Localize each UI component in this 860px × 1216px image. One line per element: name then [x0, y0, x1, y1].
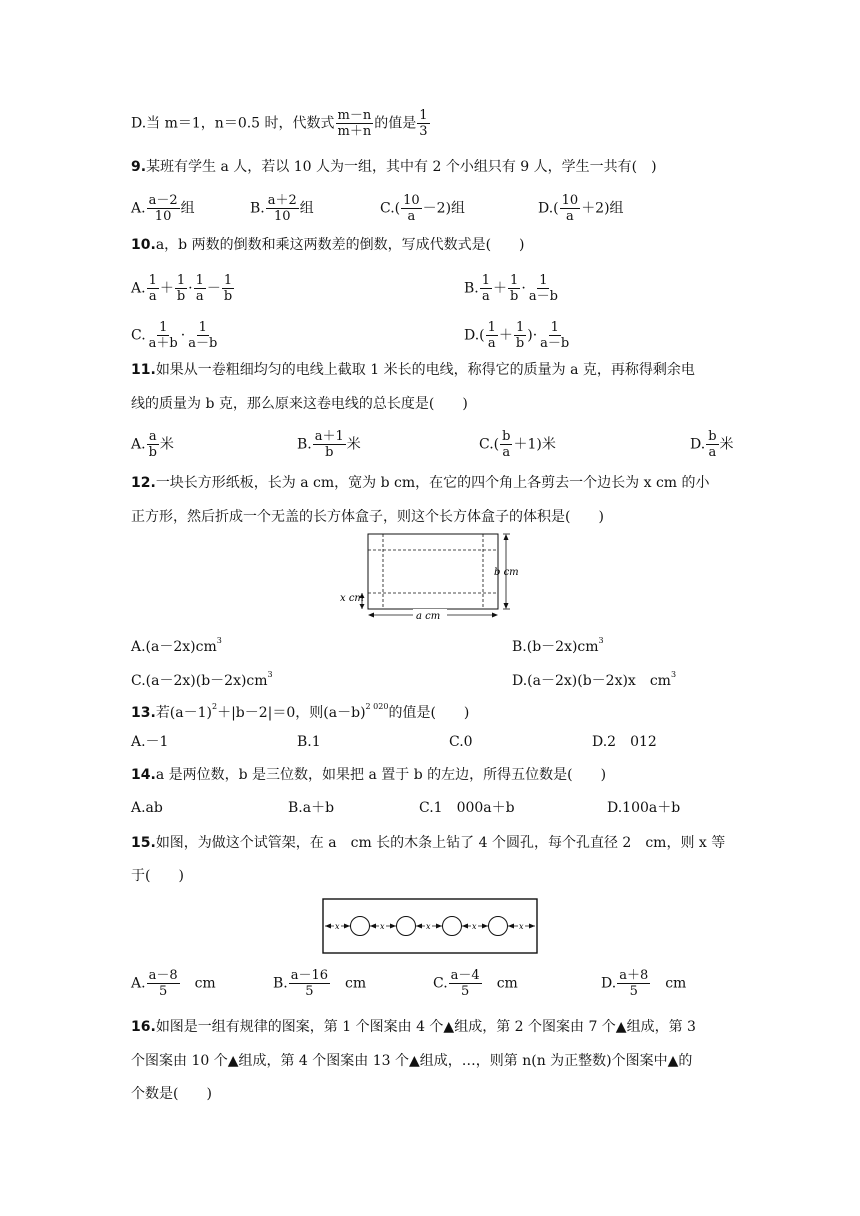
hole-3 — [443, 917, 462, 936]
q15-test-tube-rack-figure — [322, 898, 538, 954]
q9c-num: 10 — [403, 193, 420, 208]
q10b-dot: · — [521, 280, 526, 297]
q12b-text: B.(b－2x)cm — [512, 639, 599, 655]
q15-stem-line1 — [131, 833, 725, 853]
q10-text: a，b 两数的倒数和乘这两数差的倒数，写成代数式是( ) — [155, 237, 525, 253]
q12-line1: 一块长方形纸板，长为 a cm，宽为 b cm，在它的四个角上各剪去一个边长为 x cm 的小 — [155, 475, 710, 491]
q12-box-figure — [338, 531, 528, 624]
q9-stem — [131, 157, 657, 177]
q10b-f3n: 1 — [539, 273, 548, 288]
q10a-f3 — [194, 273, 206, 304]
q11b-label: B. — [297, 436, 312, 453]
hole-2 — [397, 917, 416, 936]
q15c-suffix: cm — [482, 975, 518, 992]
q9a-suffix: 组 — [180, 200, 195, 217]
q10a-op2: － — [206, 280, 221, 297]
q10b-label: B. — [464, 280, 479, 297]
q11b-frac — [313, 429, 346, 460]
q15-option-c[interactable] — [433, 968, 518, 999]
q9c-frac — [401, 193, 422, 224]
q9-number: 9. — [131, 159, 147, 175]
q16-line1: 如图是一组有规律的图案，第 1 个图案由 4 个▲组成，第 2 个图案由 7 个▲组成，第 3 — [155, 1019, 696, 1035]
q10d-f1n: 1 — [487, 320, 496, 335]
q10-stem — [131, 235, 525, 255]
q10a-f2 — [175, 273, 187, 304]
q14-option-b[interactable]: B.a＋b — [288, 800, 335, 816]
q8d-val-den: 3 — [419, 124, 428, 139]
q14-option-d[interactable]: D.100a＋b — [607, 800, 681, 816]
q10-option-d[interactable] — [464, 320, 572, 351]
q12-stem-line2 — [131, 507, 604, 527]
q10c-f2d: a－b — [188, 336, 218, 351]
q9b-den: 10 — [273, 209, 291, 224]
q9d-label: D.( — [538, 200, 559, 217]
q13-number: 13. — [131, 705, 156, 721]
q11-stem-line1 — [131, 360, 695, 380]
q15b-den: 5 — [305, 984, 314, 999]
q16-number: 16. — [131, 1019, 156, 1035]
q15d-frac — [617, 968, 650, 999]
q10d-label: D.( — [464, 327, 485, 344]
q12c-text: C.(a－2x)(b－2x)cm — [131, 673, 268, 689]
q10b-f3d: a－b — [528, 289, 558, 304]
q15d-num: a＋8 — [619, 968, 649, 983]
b-arrow-up — [504, 534, 509, 540]
q11-stem-line2 — [131, 394, 468, 414]
q13-option-b[interactable]: B.1 — [297, 734, 321, 750]
q9b-frac — [266, 193, 299, 224]
q10a-dot: · — [188, 280, 193, 297]
q10-option-a[interactable] — [131, 273, 235, 304]
hole-1 — [351, 917, 370, 936]
q13-p1: 若(a－1) — [155, 705, 212, 721]
q11b-num: a＋1 — [314, 429, 344, 444]
q10d-op1: ＋ — [498, 327, 513, 344]
q11a-den: b — [148, 445, 157, 460]
q10b-f1n: 1 — [481, 273, 491, 288]
hole-4 — [489, 917, 508, 936]
q15b-frac — [289, 968, 330, 999]
q9a-label: A. — [131, 200, 146, 217]
q8d-frac-den: m＋n — [337, 124, 372, 139]
x-arrow-down — [360, 604, 365, 609]
q16-stem-line3 — [131, 1084, 212, 1104]
q9c-den: a — [407, 209, 416, 224]
q11-line1: 如果从一卷粗细均匀的电线上截取 1 米长的电线，称得它的质量为 a 克，再称得剩余电 — [155, 362, 695, 378]
q10b-f2 — [508, 273, 520, 304]
x-label-5: x — [519, 922, 524, 931]
q9d-frac — [560, 193, 581, 224]
q11-option-a[interactable] — [131, 429, 174, 460]
q9c-suffix: －2)组 — [422, 200, 466, 217]
q16-line2: 个图案由 10 个▲组成，第 4 个图案由 13 个▲组成，…，则第 n(n 为正整数)个图案中▲的 — [131, 1053, 693, 1069]
q13-p2: ＋|b－2|＝0，则(a－b) — [217, 705, 366, 721]
q15c-frac — [449, 968, 482, 999]
q10c-label: C. — [131, 327, 146, 344]
q9b-num: a＋2 — [267, 193, 297, 208]
q14-option-a[interactable]: A.ab — [131, 800, 163, 816]
q11-option-c[interactable] — [479, 429, 556, 460]
q8d-value — [417, 108, 429, 139]
q10a-f1d: a — [148, 289, 157, 304]
q9-text: 某班有学生 a 人，若以 10 人为一组，其中有 2 个小组只有 9 人，学生一共有( ) — [146, 159, 657, 175]
q10b-f2d: b — [510, 289, 519, 304]
q10b-f2n: 1 — [510, 273, 519, 288]
q10a-f1 — [147, 273, 159, 304]
q8d-frac-num: m－n — [337, 108, 372, 123]
q15d-suffix: cm — [651, 975, 687, 992]
x-label-1: x — [335, 922, 340, 931]
q8d-prefix: D.当 m＝1，n＝0.5 时，代数式 — [131, 115, 335, 132]
q15b-label: B. — [273, 975, 288, 992]
q13-sup1: 2 — [212, 702, 218, 711]
a-arrow-right — [492, 613, 498, 618]
q10d-f2d: b — [515, 336, 525, 351]
q10-number: 10. — [131, 237, 156, 253]
q8-option-d — [131, 108, 431, 139]
q12c-sup: 3 — [267, 670, 273, 679]
q10d-f1 — [486, 320, 498, 351]
q9-option-b[interactable] — [250, 193, 314, 224]
q10d-f1d: a — [487, 336, 496, 351]
q10a-f1n: 1 — [148, 273, 157, 288]
q10b-op1: ＋ — [493, 280, 508, 297]
q13-option-c[interactable]: C.0 — [449, 734, 473, 750]
q15a-num: a－8 — [148, 968, 178, 983]
q12d-sup: 3 — [670, 670, 677, 679]
q13-option-a[interactable]: A.－1 — [131, 734, 169, 750]
a-cm-label: a cm — [416, 611, 441, 622]
q8d-fraction — [336, 108, 374, 139]
q12-option-d[interactable] — [512, 665, 676, 691]
q15c-num: a－4 — [450, 968, 480, 983]
q15-stem-line2 — [131, 866, 184, 886]
q13-stem — [131, 697, 469, 723]
q13-p3: 的值是( ) — [388, 705, 470, 721]
x-label-4: x — [472, 922, 477, 931]
q10a-f2d: b — [176, 289, 186, 304]
cardboard-outline — [368, 534, 498, 609]
q11d-num: b — [708, 429, 717, 444]
q10-option-c[interactable] — [131, 320, 220, 351]
q12-number: 12. — [131, 475, 156, 491]
q16-stem-line1 — [131, 1017, 696, 1037]
q11a-suffix: 米 — [159, 436, 174, 453]
b-arrow-down — [504, 603, 509, 609]
q15a-den: 5 — [158, 984, 168, 999]
q12-line2: 正方形，然后折成一个无盖的长方体盒子，则这个长方体盒子的体积是( ) — [131, 509, 604, 525]
q16-stem-line2 — [131, 1051, 692, 1071]
q10a-f2n: 1 — [176, 273, 186, 288]
q12b-sup: 3 — [598, 636, 604, 645]
q10a-label: A. — [131, 280, 146, 297]
q15d-label: D. — [601, 975, 617, 992]
q12-option-a[interactable] — [131, 631, 222, 657]
q15-option-a[interactable] — [131, 968, 216, 999]
q12-option-c[interactable] — [131, 665, 273, 691]
q12-stem-line1 — [131, 473, 710, 493]
q11c-num: b — [502, 429, 511, 444]
q10c-f1 — [147, 320, 180, 351]
q9d-suffix: ＋2)组 — [581, 200, 624, 217]
q14-number: 14. — [131, 767, 156, 783]
q15d-den: 5 — [629, 984, 638, 999]
q11a-label: A. — [131, 436, 146, 453]
q10a-f3d: a — [195, 289, 204, 304]
q15a-suffix: cm — [180, 975, 216, 992]
q9a-num: a－2 — [148, 193, 178, 208]
q9b-label: B. — [250, 200, 265, 217]
q11d-suffix: 米 — [719, 436, 734, 453]
q15-number: 15. — [131, 835, 156, 851]
q9-option-a[interactable] — [131, 193, 195, 224]
q16-line3: 个数是( ) — [131, 1086, 212, 1102]
q13-option-d[interactable]: D.2 012 — [592, 734, 657, 750]
q10a-f3n: 1 — [195, 273, 204, 288]
q11a-num: a — [148, 429, 157, 444]
q11b-suffix: 米 — [346, 436, 361, 453]
q15-line1: 如图，为做这个试管架，在 a cm 长的木条上钻了 4 个圆孔，每个孔直径 2 cm，则 x 等 — [155, 835, 726, 851]
q10a-op1: ＋ — [159, 280, 174, 297]
q10d-f2n: 1 — [515, 320, 525, 335]
q14-stem — [131, 765, 606, 785]
q10c-dot: · — [180, 327, 186, 344]
q11c-label: C.( — [479, 436, 500, 453]
q15-option-d[interactable] — [601, 968, 686, 999]
x-label-2: x — [380, 922, 385, 931]
q10d-f3n: 1 — [550, 320, 559, 335]
x-label-3: x — [426, 922, 431, 931]
q12a-sup: 3 — [216, 636, 222, 645]
q10c-f1d: a＋b — [148, 336, 178, 351]
q10c-f2n: 1 — [198, 320, 207, 335]
q11d-den: a — [708, 445, 717, 460]
q8d-val-num: 1 — [419, 108, 428, 123]
q11d-frac — [706, 429, 718, 460]
q9a-den: 10 — [154, 209, 172, 224]
q12a-text: A.(a－2x)cm — [131, 639, 217, 655]
q9d-den: a — [566, 209, 574, 224]
q10d-close: ) — [527, 327, 533, 344]
q11b-den: b — [325, 445, 334, 460]
q10b-f1 — [480, 273, 492, 304]
q10a-f4d: b — [223, 289, 233, 304]
q15a-frac — [147, 968, 180, 999]
q11a-frac — [147, 429, 159, 460]
q13-sup2: 2 020 — [365, 702, 389, 711]
q14-option-c[interactable]: C.1 000a＋b — [419, 800, 515, 816]
q11d-label: D. — [690, 436, 706, 453]
q11-option-b[interactable] — [297, 429, 361, 460]
q10b-f3 — [527, 273, 560, 304]
q15b-suffix: cm — [331, 975, 367, 992]
q10c-f2 — [186, 320, 219, 351]
q11-number: 11. — [131, 362, 156, 378]
q9-option-d[interactable] — [538, 193, 624, 224]
q12d-text: D.(a－2x)(b－2x)x cm — [512, 673, 671, 689]
q9-option-c[interactable] — [380, 193, 465, 224]
q10-option-b[interactable] — [464, 273, 561, 304]
q11c-frac — [500, 429, 512, 460]
q10d-dot: · — [532, 327, 538, 344]
q15a-label: A. — [131, 975, 146, 992]
q15-option-b[interactable] — [273, 968, 366, 999]
q15c-den: 5 — [461, 984, 470, 999]
q10b-f1d: a — [482, 289, 490, 304]
q9d-num: 10 — [561, 193, 579, 208]
q15b-num: a－16 — [290, 968, 329, 983]
q11-option-d[interactable] — [690, 429, 734, 460]
q10c-f1n: 1 — [159, 320, 168, 335]
q9a-frac — [147, 193, 180, 224]
a-arrow-left — [368, 613, 374, 618]
x-cm-label: x cm — [340, 593, 364, 604]
q14-text: a 是两位数，b 是三位数，如果把 a 置于 b 的左边，所得五位数是( ) — [155, 767, 607, 783]
q10a-f4 — [222, 273, 234, 304]
q15c-label: C. — [433, 975, 448, 992]
q11c-suffix: ＋1)米 — [513, 436, 556, 453]
q8d-mid: 的值是 — [374, 115, 417, 132]
q12-option-b[interactable] — [512, 631, 604, 657]
q10d-f3d: a－b — [540, 336, 570, 351]
q11-line2: 线的质量为 b 克，那么原来这卷电线的总长度是( ) — [131, 396, 468, 412]
q15-line2: 于( ) — [131, 868, 184, 884]
q10d-f2 — [514, 320, 526, 351]
q11c-den: a — [502, 445, 511, 460]
b-cm-label: b cm — [494, 567, 519, 578]
q10d-f3 — [538, 320, 571, 351]
q9b-suffix: 组 — [299, 200, 314, 217]
q9c-label: C.( — [380, 200, 401, 217]
q10a-f4n: 1 — [223, 273, 233, 288]
